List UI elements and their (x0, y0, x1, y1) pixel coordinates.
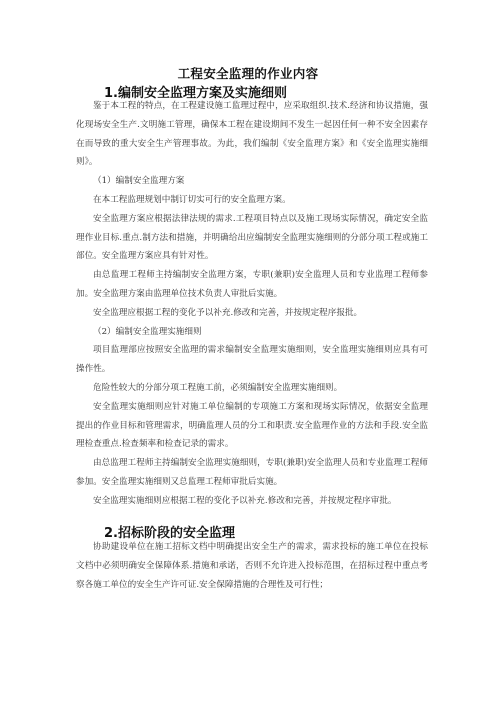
paragraph: 协助建设单位在施工招标文档中明确提出安全生产的需求，需求投标的施工单位在投标文档中必须明确安全保障体系.措施和承诺，否则不允许进入投标范围，在招标过程中重点考察各施工单位的安全生产许可证.安全保障措施的合理性及可行性； (76, 542, 428, 590)
paragraph: 由总监理工程师主持编制安全监理方案，专职(兼职)安全监理人员和专业监理工程师参加。安全监理方案由监理单位技术负责人审批后实施。 (76, 270, 428, 299)
section-2-body (76, 538, 428, 594)
paragraph: 安全监理实施细则应针对施工单位编制的专项施工方案和现场实际情况，依据安全监理提出的作业目标和管理需求，明确监理人员的分工和职责.安全监理作业的方法和手段.安全监理检查重点.检查频率和检查记录的需求。 (76, 401, 428, 450)
section-1-heading: 1.编制安全监理方案及实施细则 (104, 86, 287, 101)
paragraph: 在本工程监理规划中制订切实可行的安全监理方案。 (93, 194, 291, 205)
paragraph: 安全监理方案应根据法律法规的需求.工程项目特点以及施工现场实际情况，确定安全监理作业目标.重点.制方法和措施，并明确给出应编制安全监理实施细则的分部分项工程或施工部位。安全监理方案应具有针对性。 (76, 213, 428, 262)
paragraph: 由总监理工程师主持编制安全监理实施细则，专职(兼职)安全监理人员和专业监理工程师参加。安全监理实施细则又总监理工程师审批后实施。 (76, 458, 428, 487)
subheading: （1）编制安全监理方案 (93, 176, 185, 187)
paragraph: 危险性较大的分部分项工程施工前，必须编制安全监理实施细则。 (93, 382, 343, 393)
document-title: 工程安全监理的作业内容 (177, 66, 319, 81)
section-1-body (76, 97, 428, 511)
paragraph: 项目监理部应按照安全监理的需求编制安全监理实施细则，安全监理实施细则应具有可操作性。 (76, 345, 428, 375)
section-2-heading: 2.招标阶段的安全监理 (104, 526, 235, 541)
paragraph: 安全监理应根据工程的变化予以补充.修改和完善，并按规定程序报批。 (93, 307, 363, 318)
subheading: （2）编制安全监理实施细则 (93, 326, 202, 337)
paragraph: 鉴于本工程的特点，在工程建设施工监理过程中，应采取组织.技术.经济和协议措施，强化现场安全生产.文明施工管理，确保本工程在建设期间不发生一起因任何一种不安全因素存在而导致的重大安全生产管理事故。为此，我们编制《安全监理方案》和《安全监理实施细则》。 (76, 101, 428, 168)
paragraph: 安全监理实施细则应根据工程的变化予以补充.修改和完善，并按规定程序审批。 (93, 495, 397, 506)
